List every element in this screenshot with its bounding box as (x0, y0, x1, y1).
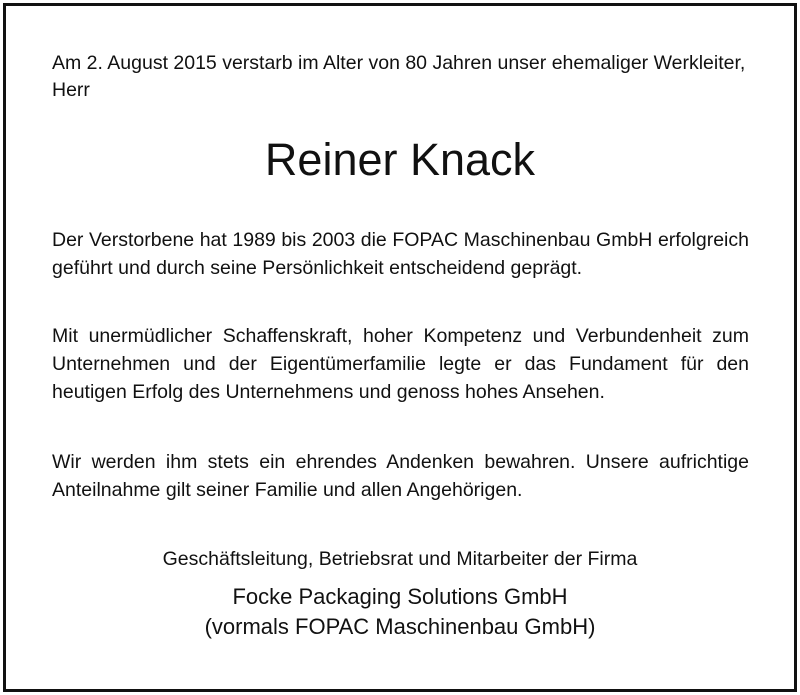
deceased-name: Reiner Knack (264, 134, 536, 185)
paragraph-merits: Mit unermüdlicher Schaffenskraft, hoher Kompetenz und Verbundenheit zum Unternehmen und der Eigentümerfamilie legte er das Fundament für den heutigen Erfolg des Unternehmens und genoss hohes Ansehen. (52, 325, 749, 403)
company-name: Focke Packaging Solutions GmbH (232, 584, 568, 609)
company-former-name: (vormals FOPAC Maschinenbau GmbH) (204, 614, 596, 639)
signoff-text: Geschäftsleitung, Betriebsrat und Mitarbeiter der Firma (162, 548, 638, 570)
paragraph-condolences: Wir werden ihm stets ein ehrendes Andenken bewahren. Unsere aufrichtige Anteilnahme gilt seiner Familie und allen Angehörigen. (52, 451, 749, 501)
intro-text: Am 2. August 2015 verstarb im Alter von 80 Jahren unser ehemaliger Werkleiter, Herr (52, 52, 746, 101)
paragraph-career: Der Verstorbene hat 1989 bis 2003 die FOPAC Maschinenbau GmbH erfolgreich geführt und durch seine Persönlichkeit entscheidend geprägt. (52, 229, 749, 279)
